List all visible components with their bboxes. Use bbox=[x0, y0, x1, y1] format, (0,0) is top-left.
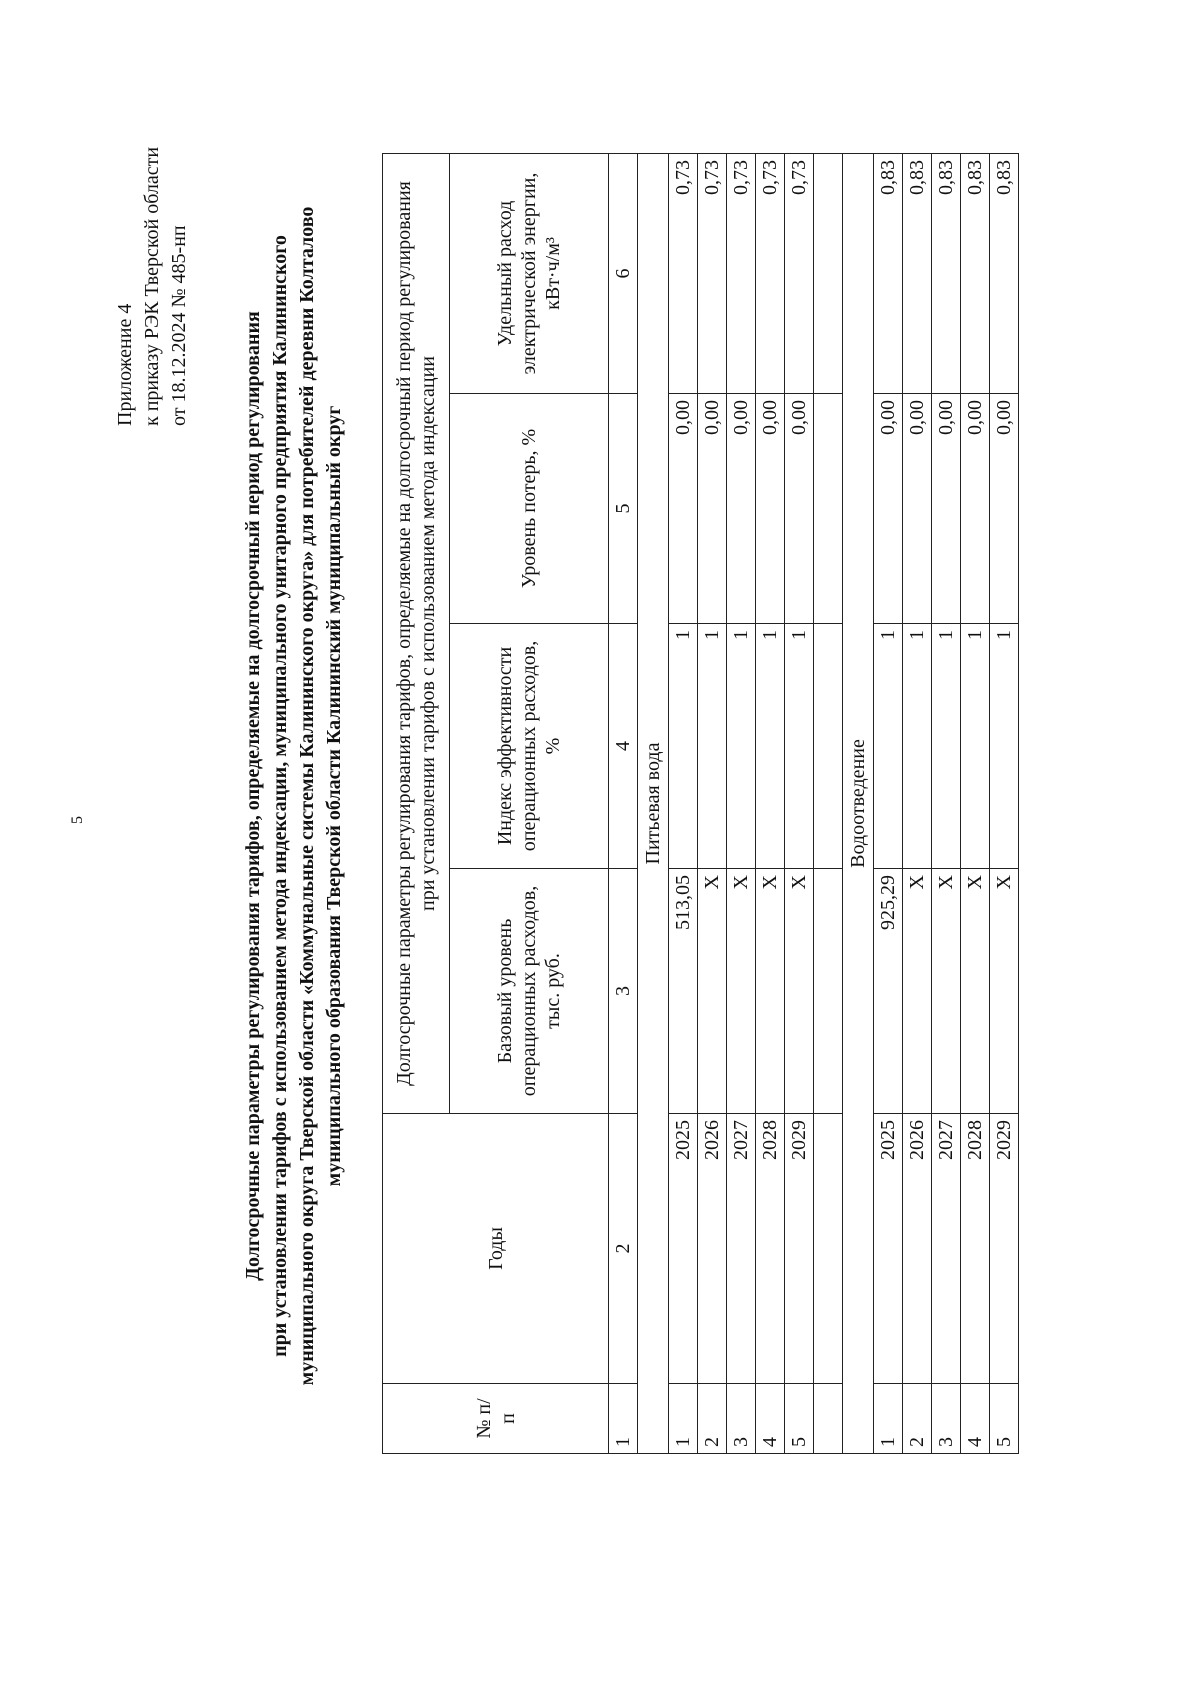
row-number: 4 bbox=[961, 1384, 990, 1454]
document-page bbox=[0, 96, 1200, 1696]
section-title: Водоотведение bbox=[843, 153, 874, 1453]
header-group: Долгосрочные параметры регулирования тарифов, определяемые на долгосрочный период регулирования при установлении тарифов с использованием метода индексации bbox=[383, 153, 450, 1113]
row-base-level: X bbox=[932, 869, 961, 1114]
row-number: 2 bbox=[903, 1384, 932, 1454]
section-row bbox=[638, 153, 669, 1453]
row-efficiency: 1 bbox=[874, 624, 903, 869]
title-line: муниципального округа Тверской области «Коммунальные системы Калининского округа» для потребителей деревни Колталово bbox=[296, 206, 318, 1386]
row-year: 2028 bbox=[756, 1114, 785, 1384]
header-energy: Удельный расход электрической энергии, кВт·ч/м³ bbox=[450, 153, 609, 393]
row-losses: 0,00 bbox=[932, 394, 961, 624]
row-number: 1 bbox=[874, 1384, 903, 1454]
row-base-level: X bbox=[990, 869, 1019, 1114]
header-years: Годы bbox=[383, 1114, 609, 1384]
row-base-level: X bbox=[698, 869, 727, 1114]
row-energy: 0,83 bbox=[961, 153, 990, 393]
row-number: 3 bbox=[932, 1384, 961, 1454]
row-energy: 0,73 bbox=[727, 153, 756, 393]
row-year: 2029 bbox=[990, 1114, 1019, 1384]
header-row bbox=[383, 153, 450, 1453]
row-number: 5 bbox=[785, 1384, 814, 1454]
row-year: 2025 bbox=[874, 1114, 903, 1384]
row-base-level: X bbox=[727, 869, 756, 1114]
table-row bbox=[961, 153, 990, 1453]
row-losses: 0,00 bbox=[961, 394, 990, 624]
row-base-level: X bbox=[785, 869, 814, 1114]
empty-cell bbox=[814, 1114, 843, 1384]
table-row bbox=[727, 153, 756, 1453]
row-base-level: X bbox=[961, 869, 990, 1114]
column-number: 6 bbox=[609, 153, 638, 393]
row-year: 2026 bbox=[698, 1114, 727, 1384]
row-losses: 0,00 bbox=[990, 394, 1019, 624]
row-efficiency: 1 bbox=[756, 624, 785, 869]
spacer-row bbox=[814, 153, 843, 1453]
row-number: 2 bbox=[698, 1384, 727, 1454]
row-energy: 0,83 bbox=[903, 153, 932, 393]
row-efficiency: 1 bbox=[727, 624, 756, 869]
row-year: 2027 bbox=[727, 1114, 756, 1384]
row-efficiency: 1 bbox=[990, 624, 1019, 869]
table-row bbox=[698, 153, 727, 1453]
table-row bbox=[756, 153, 785, 1453]
appendix-line: Приложение 4 bbox=[114, 303, 136, 426]
header-efficiency: Индекс эффективности операционных расходов, % bbox=[450, 624, 609, 869]
table-row bbox=[669, 153, 698, 1453]
row-energy: 0,83 bbox=[874, 153, 903, 393]
section-title: Питьевая вода bbox=[638, 153, 669, 1453]
title-line: Долгосрочные параметры регулирования тарифов, определяемые на долгосрочный период регулирования bbox=[242, 311, 264, 1281]
table-row bbox=[903, 153, 932, 1453]
row-number: 3 bbox=[727, 1384, 756, 1454]
row-losses: 0,00 bbox=[903, 394, 932, 624]
column-number: 5 bbox=[609, 394, 638, 624]
column-number: 2 bbox=[609, 1114, 638, 1384]
empty-cell bbox=[814, 624, 843, 869]
row-losses: 0,00 bbox=[756, 394, 785, 624]
row-base-level: X bbox=[756, 869, 785, 1114]
row-losses: 0,00 bbox=[669, 394, 698, 624]
title-line: при установлении тарифов с использованием метода индексации, муниципального унитарного предприятия Калининского bbox=[269, 235, 291, 1357]
table-row bbox=[990, 153, 1019, 1453]
row-energy: 0,73 bbox=[785, 153, 814, 393]
document-title bbox=[240, 206, 348, 1386]
row-losses: 0,00 bbox=[727, 394, 756, 624]
row-efficiency: 1 bbox=[669, 624, 698, 869]
empty-cell bbox=[814, 153, 843, 393]
header-losses: Уровень потерь, % bbox=[450, 394, 609, 624]
row-year: 2027 bbox=[932, 1114, 961, 1384]
row-efficiency: 1 bbox=[961, 624, 990, 869]
appendix-line: к приказу РЭК Тверской области bbox=[141, 146, 163, 426]
table-row bbox=[785, 153, 814, 1453]
tariff-parameters-table bbox=[382, 153, 1019, 1454]
appendix-reference bbox=[112, 96, 193, 426]
appendix-line: от 18.12.2024 № 485-нп bbox=[168, 225, 190, 426]
column-number: 4 bbox=[609, 624, 638, 869]
section-row bbox=[843, 153, 874, 1453]
table-row bbox=[874, 153, 903, 1453]
row-energy: 0,73 bbox=[698, 153, 727, 393]
row-efficiency: 1 bbox=[785, 624, 814, 869]
row-number: 4 bbox=[756, 1384, 785, 1454]
row-base-level: X bbox=[903, 869, 932, 1114]
row-base-level: 513,05 bbox=[669, 869, 698, 1114]
row-efficiency: 1 bbox=[698, 624, 727, 869]
row-year: 2028 bbox=[961, 1114, 990, 1384]
title-line: муниципального образования Тверской области Калининский муниципальный округ bbox=[323, 405, 345, 1187]
page-number: 5 bbox=[69, 816, 86, 824]
row-energy: 0,83 bbox=[990, 153, 1019, 393]
header-num: № п/п bbox=[383, 1384, 609, 1454]
row-year: 2026 bbox=[903, 1114, 932, 1384]
row-energy: 0,73 bbox=[756, 153, 785, 393]
row-losses: 0,00 bbox=[698, 394, 727, 624]
row-year: 2029 bbox=[785, 1114, 814, 1384]
empty-cell bbox=[814, 394, 843, 624]
row-losses: 0,00 bbox=[785, 394, 814, 624]
row-energy: 0,83 bbox=[932, 153, 961, 393]
row-efficiency: 1 bbox=[903, 624, 932, 869]
column-number: 1 bbox=[609, 1384, 638, 1454]
row-energy: 0,73 bbox=[669, 153, 698, 393]
empty-cell bbox=[814, 1384, 843, 1454]
column-number: 3 bbox=[609, 869, 638, 1114]
row-base-level: 925,29 bbox=[874, 869, 903, 1114]
row-year: 2025 bbox=[669, 1114, 698, 1384]
row-number: 1 bbox=[669, 1384, 698, 1454]
table-row bbox=[932, 153, 961, 1453]
row-efficiency: 1 bbox=[932, 624, 961, 869]
column-number-row bbox=[609, 153, 638, 1453]
empty-cell bbox=[814, 869, 843, 1114]
row-losses: 0,00 bbox=[874, 394, 903, 624]
header-base-level: Базовый уровень операционных расходов, тыс. руб. bbox=[450, 869, 609, 1114]
row-number: 5 bbox=[990, 1384, 1019, 1454]
